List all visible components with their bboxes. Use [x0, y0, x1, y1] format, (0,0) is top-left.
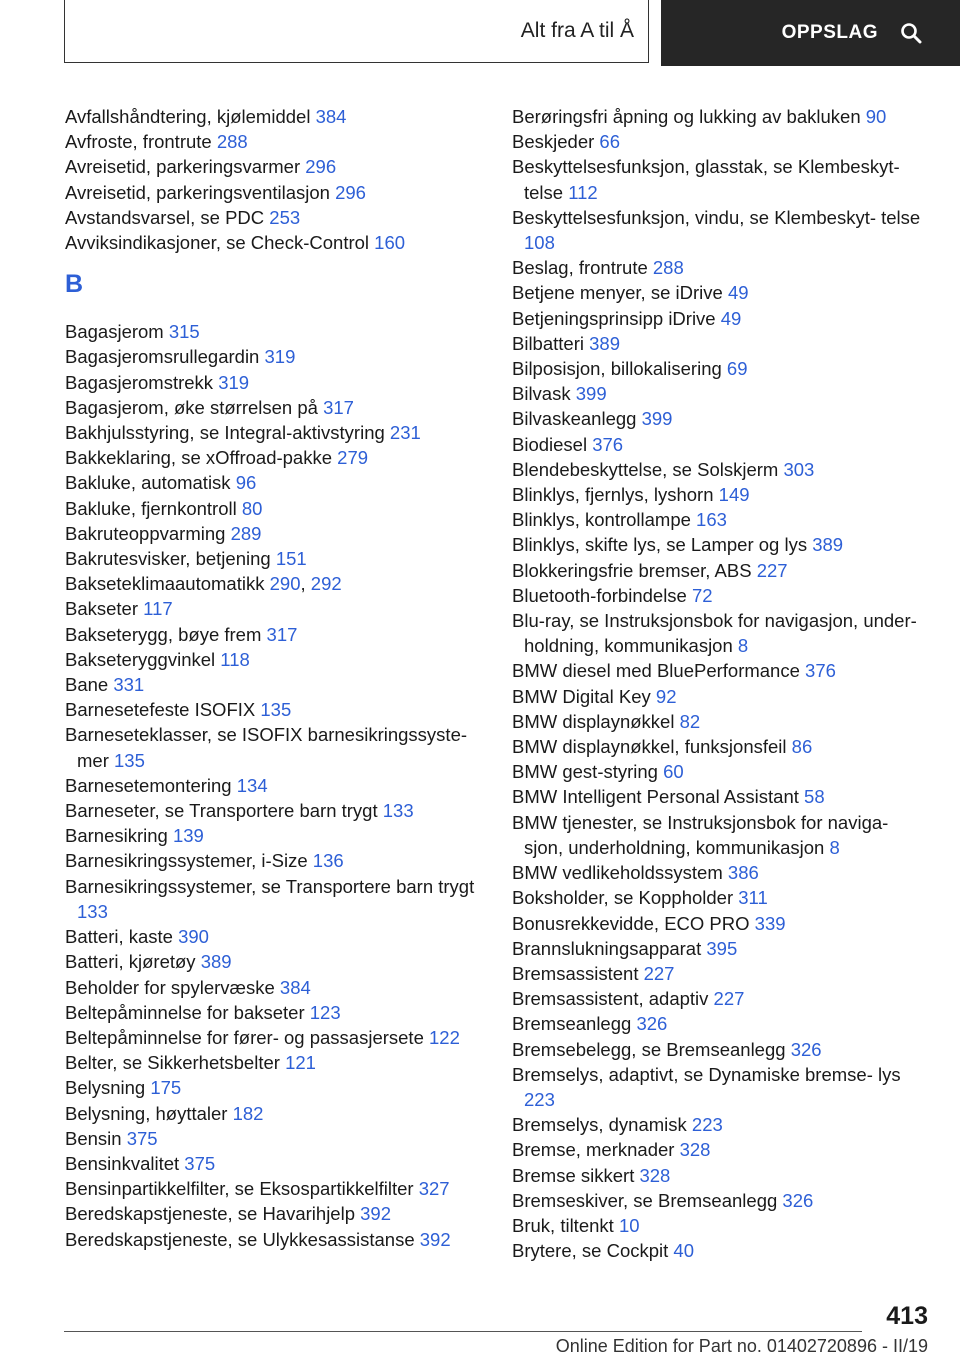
index-entry [65, 1075, 490, 1100]
index-entry [65, 1050, 490, 1075]
index-entry-text: Biodiesel [512, 433, 588, 455]
index-entry [512, 507, 932, 532]
index-entry [65, 319, 490, 344]
index-entry-text: Beltepåminnelse for fører- og passasjersete [65, 1026, 424, 1048]
index-entry-text: Blinklys, skifte lys, se Lamper og lys [512, 534, 808, 556]
index-entry-text: Betjene menyer, se iDrive [512, 282, 723, 304]
index-entry [65, 924, 490, 949]
index-entry-text: Bensinkvalitet [65, 1152, 180, 1174]
page-link[interactable]: 112 [568, 181, 598, 203]
index-entry-text: Barneseter, se Transportere barn trygt [65, 800, 378, 822]
page-link[interactable]: 319 [264, 346, 296, 368]
index-entry-text: Brytere, se Cockpit [512, 1240, 669, 1262]
index-entry [65, 154, 490, 179]
page-link[interactable]: 227 [756, 559, 788, 581]
index-entry [512, 709, 932, 734]
page-link[interactable]: 92 [655, 685, 677, 707]
index-entry [65, 773, 490, 798]
page-link[interactable]: 40 [673, 1240, 694, 1262]
page-link[interactable]: 82 [679, 710, 701, 732]
index-entry-text: Batteri, kaste [65, 926, 173, 948]
page-link[interactable]: 319 [218, 371, 250, 393]
index-entry-text: Avreisetid, parkeringsventilasjon [65, 181, 330, 203]
page-link[interactable]: 326 [790, 1038, 822, 1060]
page-link[interactable]: 133 [77, 900, 108, 922]
tab-alphabetical[interactable] [64, 0, 649, 63]
index-column-right [512, 104, 932, 1263]
page-link[interactable]: 66 [599, 131, 620, 153]
page-link[interactable]: 58 [804, 786, 825, 808]
index-entry-text: Bremselys, dynamisk [512, 1114, 687, 1136]
search-icon [900, 22, 922, 44]
index-entry-text: Blu-ray, se Instruksjonsbok for navigasjon, under‐ holdning, kommunikasjon [512, 610, 917, 657]
page-link[interactable]: 289 [230, 522, 262, 544]
index-entry-text: Bremseanlegg [512, 1013, 632, 1035]
index-entry-text: Beskyttelsesfunksjon, glasstak, se Klembeskyt‐ telse [512, 156, 900, 203]
index-entry [65, 722, 490, 772]
index-entry [65, 420, 490, 445]
index-entry: Bakseteklimaautomatikk 290, 292 [65, 573, 342, 595]
page-link[interactable]: 8 [737, 635, 749, 657]
index-entry [65, 1000, 490, 1025]
index-entry-text: BMW vedlikeholdssystem [512, 862, 723, 884]
index-entry-text: BMW displaynøkkel, funksjonsfeil [512, 736, 787, 758]
page-link[interactable]: 151 [275, 548, 307, 570]
page-link[interactable]: 123 [309, 1001, 341, 1023]
index-entry-text: Bonusrekkevidde, ECO PRO [512, 912, 750, 934]
page-link[interactable]: 311 [738, 887, 768, 909]
tab-lookup-label: OPPSLAG [781, 22, 878, 43]
index-entry [512, 381, 932, 406]
index-entry [512, 658, 932, 683]
page-link[interactable]: 399 [641, 408, 673, 430]
index-entry-text: Beltepåminnelse for bakseter [65, 1001, 305, 1023]
index-entry [65, 395, 490, 420]
page-link[interactable]: 296 [305, 156, 337, 178]
index-entry-text: Beredskapstjeneste, se Havarihjelp [65, 1203, 355, 1225]
page-link[interactable]: 392 [360, 1203, 392, 1225]
index-entry [512, 154, 932, 204]
index-entry [65, 798, 490, 823]
index-entry-text: Avreisetid, parkeringsvarmer [65, 156, 301, 178]
page-link[interactable]: 303 [783, 458, 815, 480]
index-entry-text: Betjeningsprinsipp iDrive [512, 307, 716, 329]
index-entry-text: Belysning [65, 1077, 146, 1099]
index-entry [512, 1238, 932, 1263]
index-entry [512, 608, 932, 658]
page-link[interactable]: 49 [720, 307, 742, 329]
page-link[interactable]: 339 [754, 912, 786, 934]
index-entry [65, 647, 490, 672]
index-entry [512, 331, 932, 356]
page-link[interactable]: 328 [639, 1164, 671, 1186]
index-entry-text: Bruk, tiltenkt [512, 1214, 614, 1236]
index-entry-text: Bakseteklimaautomatikk [65, 573, 265, 595]
index-entry [65, 697, 490, 722]
index-entry [512, 860, 932, 885]
footer-edition: Online Edition for Part no. 01402720896 - II/19 [555, 1336, 928, 1356]
index-entry-text: Bakseteryggvinkel [65, 648, 216, 670]
index-entry [65, 1151, 490, 1176]
index-entry-text: Bremse sikkert [512, 1164, 635, 1186]
index-entry-text: Bremseskiver, se Bremseanlegg [512, 1189, 778, 1211]
page-link[interactable]: 175 [150, 1077, 182, 1099]
index-entry-text: Beskyttelsesfunksjon, vindu, se Klembeskyt‐ telse [512, 206, 921, 228]
index-entry-text: Bakrutesvisker, betjening [65, 548, 271, 570]
index-entry-text: Bensin [65, 1127, 122, 1149]
index-entry [512, 255, 932, 280]
page-link[interactable]: 135 [260, 699, 292, 721]
page-link[interactable]: 384 [315, 106, 347, 127]
index-entry [512, 583, 932, 608]
tab-alphabetical-label: Alt fra A til Å [520, 19, 634, 42]
index-entry-text: Avstandsvarsel, se PDC [65, 206, 265, 228]
index-entry-text: Barnesetemontering [65, 774, 232, 796]
index-entry [65, 622, 490, 647]
index-entry [65, 470, 490, 495]
page-link[interactable]: 292 [310, 573, 342, 595]
footer-divider [64, 1331, 862, 1332]
index-entry-text: BMW tjenester, se Instruksjonsbok for naviga‐ sjon, underholdning, kommunikasjon [512, 811, 889, 858]
page-link[interactable]: 326 [782, 1189, 814, 1211]
page-link[interactable]: 288 [216, 131, 248, 153]
page-link[interactable]: 182 [232, 1102, 264, 1124]
index-entry-text: Avfallshåndtering, kjølemiddel [65, 106, 311, 127]
page-link[interactable]: 331 [113, 674, 145, 696]
page-link[interactable]: 69 [726, 358, 748, 380]
index-entry-text: BMW displaynøkkel [512, 710, 675, 732]
page-link[interactable]: 139 [172, 825, 204, 847]
page-link[interactable]: 227 [713, 988, 745, 1010]
index-entry-text: BMW Digital Key [512, 685, 651, 707]
index-entry-text: Barnesikringssystemer, i-Size [65, 850, 308, 872]
index-entry [512, 129, 932, 154]
index-entry-text: Bilvaskeanlegg [512, 408, 637, 430]
page-link[interactable]: 223 [524, 1088, 555, 1110]
index-entry [512, 961, 932, 986]
index-entry-text: Berøringsfri åpning og lukking av bakluken [512, 106, 861, 127]
index-entry [512, 104, 932, 129]
page-link[interactable]: 375 [184, 1152, 216, 1174]
index-entry [512, 558, 932, 583]
index-entry-text: Barnesikringssystemer, se Transportere barn trygt [65, 875, 475, 897]
index-entry-text: Boksholder, se Koppholder [512, 887, 734, 909]
page-link[interactable]: 96 [235, 472, 257, 494]
index-entry-text: Bakluke, fjernkontroll [65, 497, 237, 519]
index-entry-text: Bilvask [512, 383, 571, 405]
index-entry [65, 1126, 490, 1151]
index-entry [65, 672, 490, 697]
index-entry [512, 684, 932, 709]
index-entry-text: Bakruteoppvarming [65, 522, 226, 544]
page-link[interactable]: 389 [200, 951, 232, 973]
index-entry [512, 432, 932, 457]
index-entry-text: Bremse, merknader [512, 1139, 675, 1161]
page-link[interactable]: 133 [382, 800, 414, 822]
page-link[interactable]: 86 [791, 736, 813, 758]
index-entry-text: Bagasjeromsrullegardin [65, 346, 260, 368]
index-entry [65, 344, 490, 369]
index-entry [512, 1062, 932, 1112]
page-link[interactable]: 288 [652, 257, 684, 279]
index-entry [512, 1163, 932, 1188]
index-entry [65, 1227, 490, 1252]
index-entry [512, 280, 932, 305]
index-entry [512, 532, 932, 557]
page-link[interactable]: 395 [706, 937, 738, 959]
index-entry [65, 521, 490, 546]
index-entry-text: Bremselys, adaptivt, se Dynamiske bremse‐ lys [512, 1063, 901, 1085]
index-entry [512, 810, 932, 860]
page-link[interactable]: 317 [323, 396, 354, 418]
index-entry-text: Blokkeringsfrie bremser, ABS [512, 559, 752, 581]
index-entry-text: Barnesikring [65, 825, 168, 847]
page-link[interactable]: 392 [419, 1228, 451, 1250]
page-link[interactable]: 8 [829, 836, 840, 858]
index-entry-text: Bane [65, 674, 109, 696]
index-entry-text: Bremsassistent, adaptiv [512, 988, 709, 1010]
index-entry [512, 1188, 932, 1213]
index-entry-text: Avviksindikasjoner, se Check-Control [65, 232, 370, 254]
header [0, 0, 960, 66]
index-entry-text: Barnesetefeste ISOFIX [65, 699, 256, 721]
index-entry-text: BMW Intelligent Personal Assistant [512, 786, 799, 808]
index-entry [65, 596, 490, 621]
index-entry [512, 936, 932, 961]
index-entry-text: Bluetooth-forbindelse [512, 584, 687, 606]
page-number: 413 [886, 1302, 928, 1330]
page-link[interactable]: 390 [178, 926, 209, 948]
page-link[interactable]: 80 [241, 497, 263, 519]
page-link[interactable]: 399 [575, 383, 607, 405]
index-entry-text: Bilbatteri [512, 332, 584, 354]
page-link[interactable]: 149 [718, 484, 750, 506]
page-link[interactable]: 163 [696, 509, 727, 531]
index-entry [512, 1213, 932, 1238]
index-entry [512, 306, 932, 331]
index-entry [65, 230, 490, 255]
index-entry-text: Belysning, høyttaler [65, 1102, 228, 1124]
index-entry-text: Blendebeskyttelse, se Solskjerm [512, 458, 779, 480]
page-link[interactable]: 108 [524, 232, 555, 254]
index-entry [512, 406, 932, 431]
index-entry-text: Bilposisjon, billokalisering [512, 358, 722, 380]
index-entry-text: Bakseter [65, 598, 139, 620]
index-entry [512, 1137, 932, 1162]
index-entry [512, 784, 932, 809]
index-entry [65, 496, 490, 521]
page-link[interactable]: 327 [418, 1178, 450, 1200]
index-entry-text: Blinklys, fjernlys, lyshorn [512, 484, 714, 506]
index-column-left [65, 104, 490, 1252]
index-entry [65, 546, 490, 571]
index-entry-text: Bakseterygg, bøye frem [65, 623, 262, 645]
page-link[interactable]: 223 [691, 1114, 723, 1136]
page-link[interactable]: 315 [168, 321, 200, 343]
page-link[interactable]: 118 [220, 648, 250, 670]
index-entry [512, 356, 932, 381]
page-link[interactable]: 49 [727, 282, 749, 304]
index-entry [512, 1037, 932, 1062]
page-link[interactable]: 134 [236, 774, 268, 796]
index-entry [65, 180, 490, 205]
index-entry-text: Bensinpartikkelfilter, se Eksospartikkelfilter [65, 1178, 414, 1200]
page-link[interactable]: 296 [335, 181, 366, 203]
index-entry [512, 205, 932, 255]
page-link[interactable]: 326 [636, 1013, 668, 1035]
index-entry-text: Brannslukningsapparat [512, 937, 702, 959]
index-entry-text: Avfroste, frontrute [65, 131, 212, 153]
page-link[interactable]: 231 [389, 422, 421, 444]
page-link[interactable]: 135 [114, 749, 145, 771]
index-entry [512, 911, 932, 936]
page-link[interactable]: 60 [663, 761, 684, 783]
page-link[interactable]: 389 [589, 332, 620, 354]
index-entry [512, 759, 932, 784]
index-entry-text: Blinklys, kontrollampe [512, 509, 691, 531]
index-entry-text: Belter, se Sikkerhetsbelter [65, 1052, 280, 1074]
index-entry-text: Bremsebelegg, se Bremseanlegg [512, 1038, 786, 1060]
index-entry [65, 104, 490, 129]
page-link[interactable]: 376 [592, 433, 624, 455]
page-link[interactable]: 328 [679, 1139, 711, 1161]
index-entry [65, 949, 490, 974]
index-entry [65, 205, 490, 230]
page-link[interactable]: 160 [374, 232, 406, 254]
index-entry-text: Barneseteklasser, se ISOFIX barnesikringssyste‐ mer [65, 724, 468, 771]
index-entry-text: BMW diesel med BluePerformance [512, 660, 800, 682]
page-link[interactable]: 290 [269, 573, 301, 595]
index-entry [65, 874, 490, 924]
index-entry [512, 482, 932, 507]
tab-lookup[interactable] [661, 0, 960, 66]
page-link[interactable]: 384 [279, 976, 311, 998]
index-entry-text: Beslag, frontrute [512, 257, 648, 279]
index-entry-text: Bagasjeromstrekk [65, 371, 214, 393]
index-entry-text: BMW gest-styring [512, 761, 658, 783]
index-entry [512, 457, 932, 482]
index-entry-text: Bakluke, automatisk [65, 472, 231, 494]
index-entry [65, 1101, 490, 1126]
index-entry-text: Bagasjerom [65, 321, 164, 343]
page-link[interactable]: 317 [266, 623, 298, 645]
index-entry [65, 1025, 490, 1050]
index-entry-text: Bakkeklaring, se xOffroad-pakke [65, 447, 333, 469]
page-link[interactable]: 375 [126, 1127, 158, 1149]
index-entry-text: Bremsassistent [512, 962, 639, 984]
page-link[interactable]: 279 [337, 447, 369, 469]
index-entry [512, 1112, 932, 1137]
index-entry [512, 885, 932, 910]
index-entry-text: Beholder for spylervæske [65, 976, 275, 998]
index-entry-text: Beskjeder [512, 131, 595, 153]
index-entry-text: Bagasjerom, øke størrelsen på [65, 396, 318, 418]
page-link[interactable]: 10 [618, 1214, 640, 1236]
page-link[interactable]: 253 [269, 206, 301, 228]
page-link[interactable]: 122 [429, 1026, 460, 1048]
index-entry-text: Beredskapstjeneste, se Ulykkesassistanse [65, 1228, 415, 1250]
index-entry [512, 734, 932, 759]
page-link[interactable]: 376 [805, 660, 836, 682]
index-entry-text: Bakhjulsstyring, se Integral-aktivstyring [65, 422, 385, 444]
index-entry [65, 975, 490, 1000]
index-entry [65, 848, 490, 873]
index-entry [65, 370, 490, 395]
index-entry [512, 986, 932, 1011]
index-entry [65, 1201, 490, 1226]
page-link[interactable]: 136 [312, 850, 344, 872]
index-entry [65, 1176, 490, 1201]
page-link[interactable]: 227 [643, 962, 675, 984]
index-entry-text: Batteri, kjøretøy [65, 951, 196, 973]
index-entry [65, 823, 490, 848]
page-link[interactable]: 121 [285, 1052, 316, 1074]
page-link[interactable]: 72 [691, 584, 713, 606]
page-link[interactable]: 90 [865, 106, 887, 127]
page-link[interactable]: 389 [812, 534, 844, 556]
index-entry [65, 445, 490, 470]
index-entry [512, 1011, 932, 1036]
index-entry [65, 129, 490, 154]
page-link[interactable]: 386 [727, 862, 759, 884]
page-link[interactable]: 117 [143, 598, 173, 620]
index-letter-heading: B [65, 270, 84, 299]
